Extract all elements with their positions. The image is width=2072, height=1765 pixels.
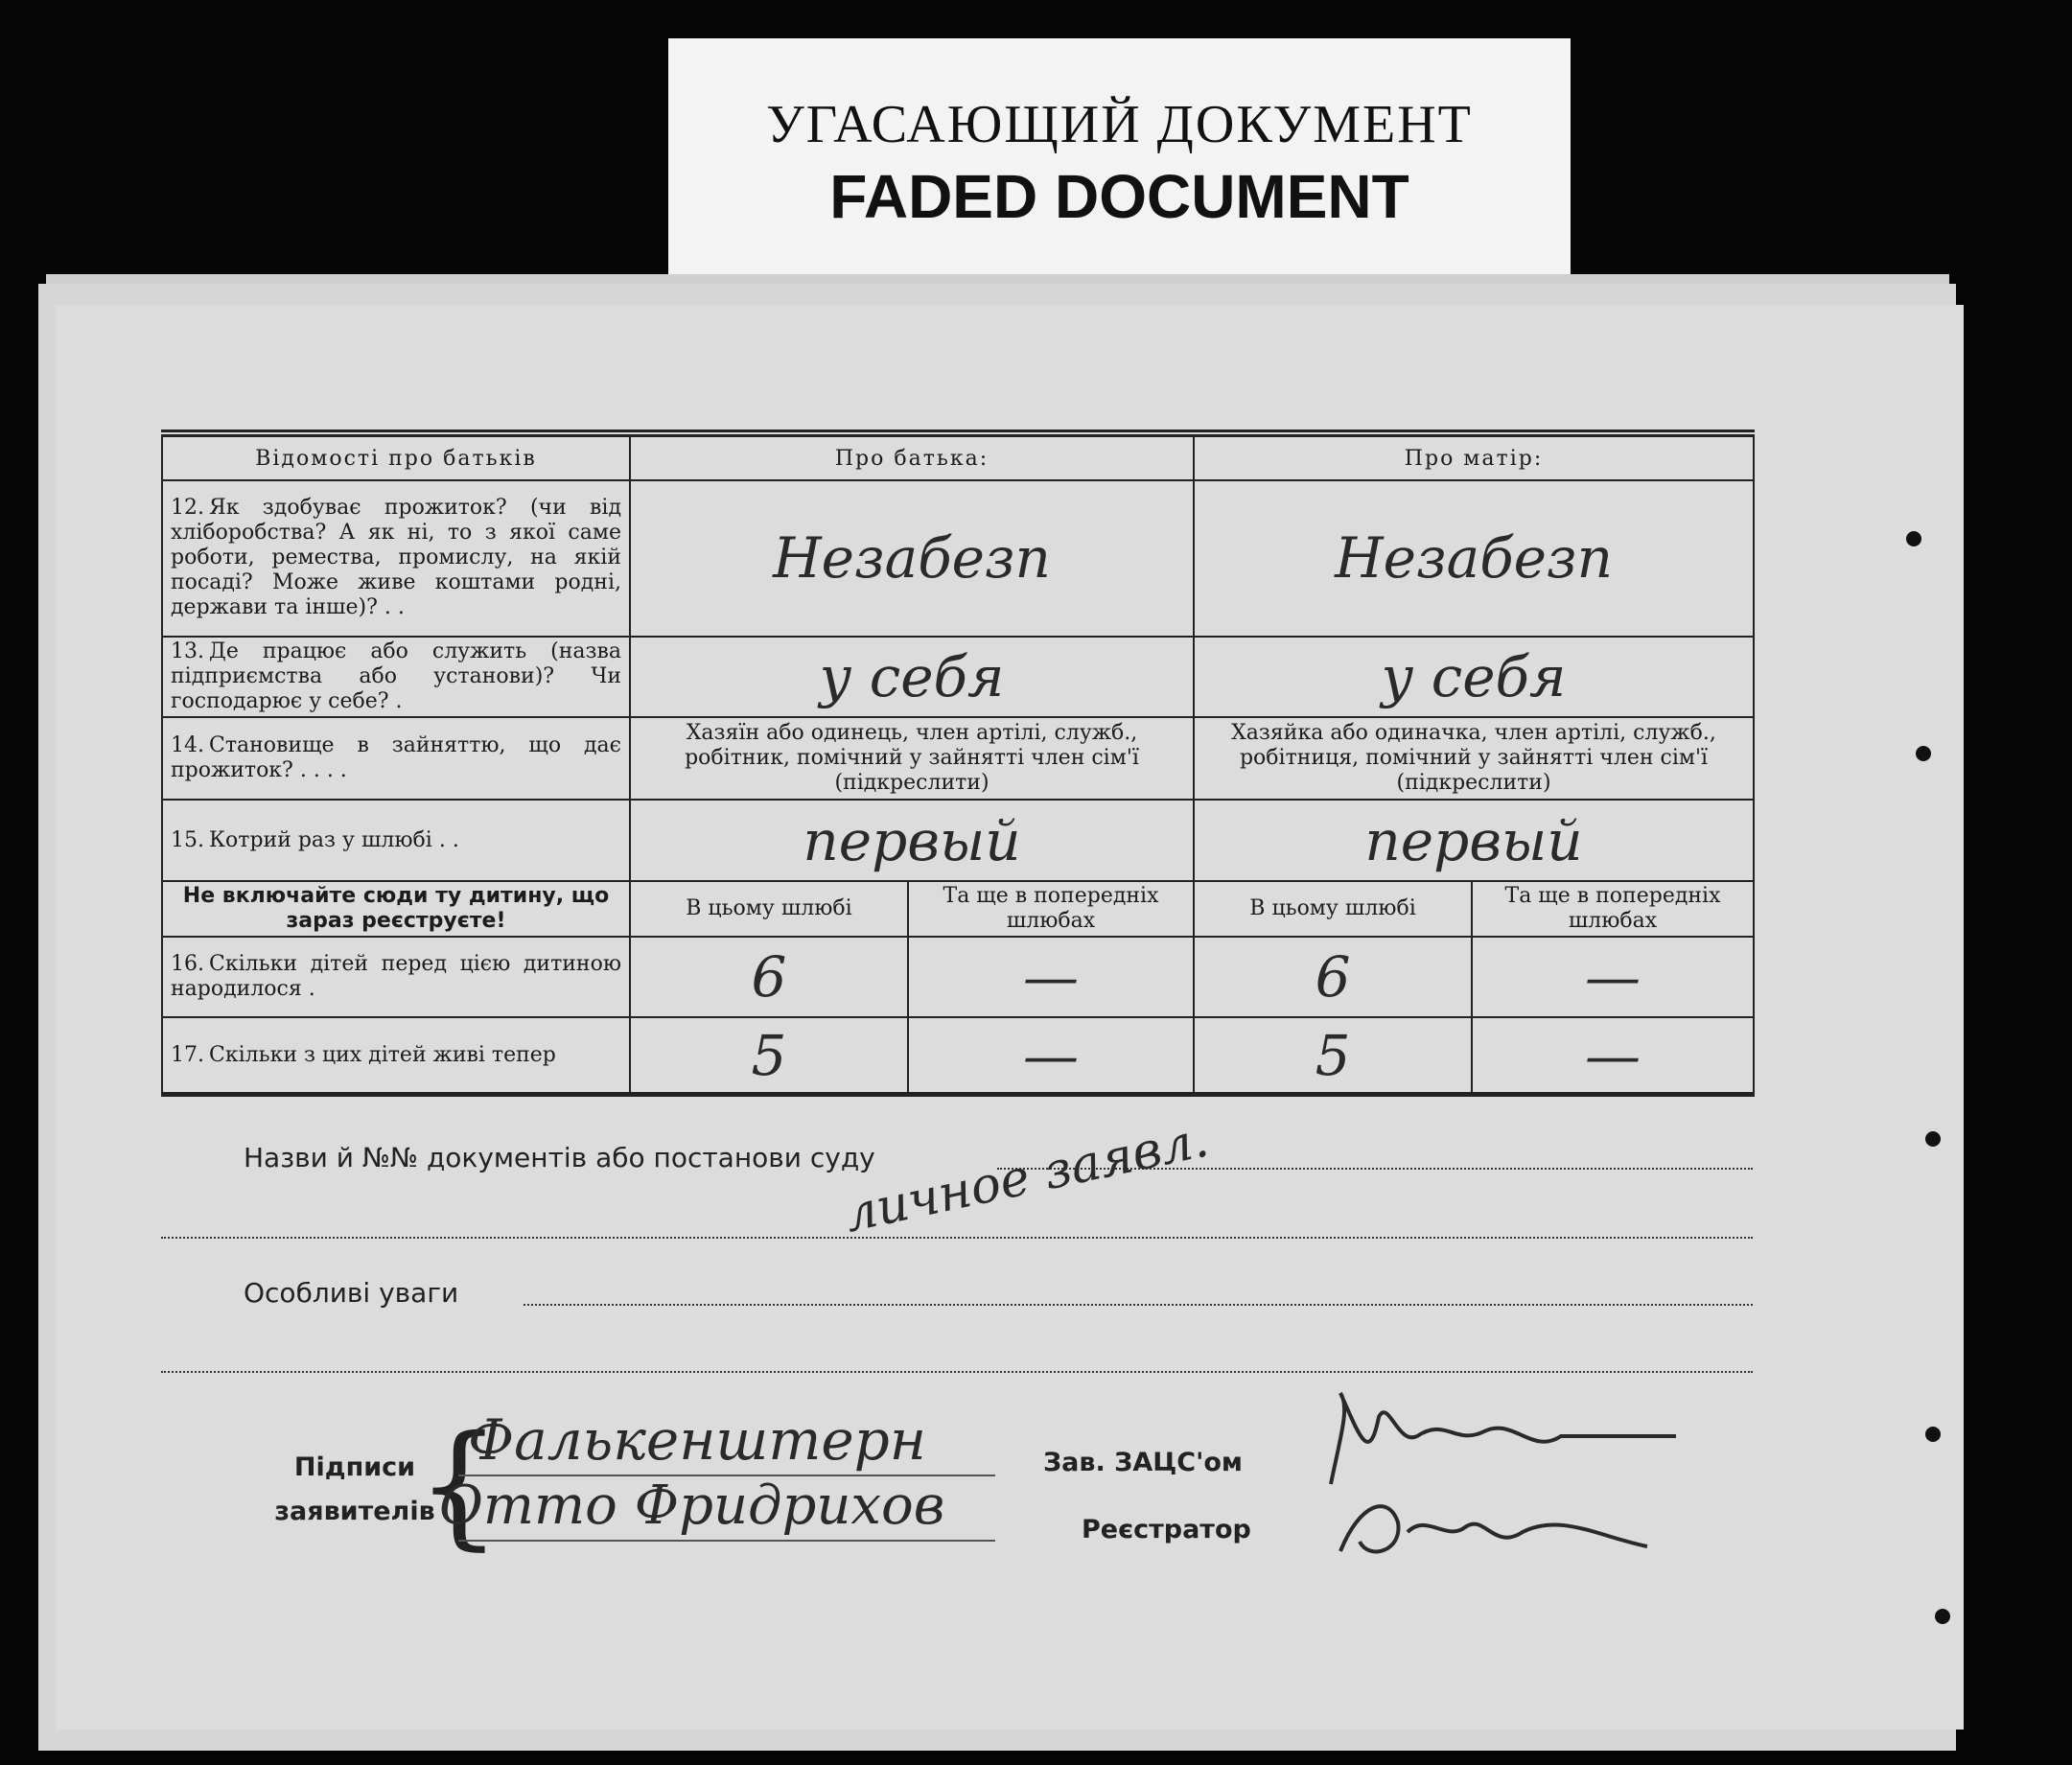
- head-signature-scribble: [1312, 1379, 1714, 1494]
- header-father: Про батька:: [630, 433, 1194, 480]
- father-previous-marriages-header: Та ще в попередніх шлюбах: [908, 881, 1194, 937]
- faded-label-ru: УГАСАЮЩИЙ ДОКУМЕНТ: [766, 95, 1473, 154]
- question-text: Становище в зайняттю, що дає прожиток? . . . .: [171, 733, 621, 783]
- father-children-alive-prev: —: [908, 1017, 1194, 1094]
- mother-previous-marriages-header: Та ще в попередніх шлюбах: [1472, 881, 1754, 937]
- table-header-row: [162, 433, 1754, 480]
- father-workplace: у себя: [630, 637, 1194, 717]
- father-livelihood: Незабезп: [630, 480, 1194, 637]
- father-this-marriage-header: В цьому шлюбі: [630, 881, 908, 937]
- documents-line-2: [161, 1237, 1753, 1239]
- mother-workplace: у себя: [1194, 637, 1754, 717]
- question-number: 14.: [171, 733, 204, 758]
- question-text: Як здобуває прожиток? (чи від хліборобства? А як ні, то з якої саме роботи, ремества, промислу, на якій посаді? Може живе коштами родні, держави та інше)? . .: [171, 496, 621, 620]
- applicant-signature-1: Фалькенштерн: [468, 1407, 926, 1473]
- children-subheader-row: [162, 881, 1754, 937]
- header-mother: Про матір:: [1194, 433, 1754, 480]
- table-row-q12: [162, 480, 1754, 637]
- question-number: 13.: [171, 639, 204, 663]
- table-row-q14: [162, 717, 1754, 800]
- father-occupation-status: Хазяїн або одинець, член артілі, служб., робітник, помічний у зайнятті член сім'ї (підкреслити): [630, 717, 1194, 800]
- remarks-line-2: [161, 1371, 1753, 1373]
- question-number: 17.: [171, 1042, 204, 1067]
- question-number: 12.: [171, 496, 204, 521]
- faded-label-en: FADED DOCUMENT: [829, 162, 1409, 231]
- applicant-line-2: [458, 1540, 995, 1542]
- table-row-q17: [162, 1017, 1754, 1094]
- binding-hole: [1906, 531, 1921, 546]
- father-children-alive-this: 5: [630, 1017, 908, 1094]
- head-registry-label: Зав. ЗАЦС'ом: [1043, 1448, 1243, 1477]
- documents-label: Назви й №№ документів або постанови суду: [244, 1142, 875, 1173]
- table-row-q16: [162, 937, 1754, 1017]
- table-row-q13: [162, 637, 1754, 717]
- remarks-label: Особливі уваги: [244, 1277, 459, 1309]
- applicant-signature-2: Отто Фридрихов: [439, 1475, 945, 1537]
- faded-document-label: [668, 38, 1571, 288]
- signature-brace: {: [416, 1407, 502, 1564]
- registrar-signature-scribble: [1331, 1484, 1676, 1570]
- question-16: [162, 937, 630, 1017]
- question-number: 16.: [171, 952, 204, 976]
- binding-hole: [1925, 1427, 1941, 1442]
- record-page: [56, 305, 1964, 1730]
- question-text: Котрий раз у шлюбі . .: [209, 827, 459, 852]
- header-parents-info: Відомості про батьків: [162, 433, 630, 480]
- exclude-child-note: Не включайте сюди ту дитину, що зараз реєструєте!: [162, 881, 630, 937]
- remarks-line-1: [524, 1304, 1753, 1306]
- question-14: [162, 717, 630, 800]
- father-children-born-prev: —: [908, 937, 1194, 1017]
- question-number: 15.: [171, 827, 204, 852]
- registrar-label: Реєстратор: [1082, 1515, 1251, 1544]
- mother-children-born-this: 6: [1194, 937, 1472, 1017]
- binding-hole: [1935, 1609, 1950, 1624]
- mother-livelihood: Незабезп: [1194, 480, 1754, 637]
- applicants-signature-label: Підписи заявителів: [274, 1452, 435, 1526]
- mother-children-alive-this: 5: [1194, 1017, 1472, 1094]
- documents-value: личное заявл.: [839, 1110, 1214, 1244]
- father-marriage-count: первый: [630, 800, 1194, 880]
- table-row-q15: [162, 800, 1754, 880]
- question-text: Скільки дітей перед цією дитиною народилося .: [171, 952, 621, 1001]
- question-15: [162, 800, 630, 880]
- mother-children-born-prev: —: [1472, 937, 1754, 1017]
- question-17: [162, 1017, 630, 1094]
- question-text: Де працює або служить (назва підприємства або установи)? Чи господарює у себе? .: [171, 639, 621, 713]
- parents-info-table: [161, 430, 1755, 1097]
- mother-children-alive-prev: —: [1472, 1017, 1754, 1094]
- question-13: [162, 637, 630, 717]
- question-text: Скільки з цих дітей живі тепер: [209, 1042, 556, 1067]
- mother-occupation-status: Хазяйка або одиначка, член артілі, служб., робітниця, помічний у зайнятті член сім'ї (підкреслити): [1194, 717, 1754, 800]
- mother-marriage-count: первый: [1194, 800, 1754, 880]
- question-12: [162, 480, 630, 637]
- binding-hole: [1925, 1131, 1941, 1147]
- mother-this-marriage-header: В цьому шлюбі: [1194, 881, 1472, 937]
- binding-hole: [1916, 746, 1931, 761]
- father-children-born-this: 6: [630, 937, 908, 1017]
